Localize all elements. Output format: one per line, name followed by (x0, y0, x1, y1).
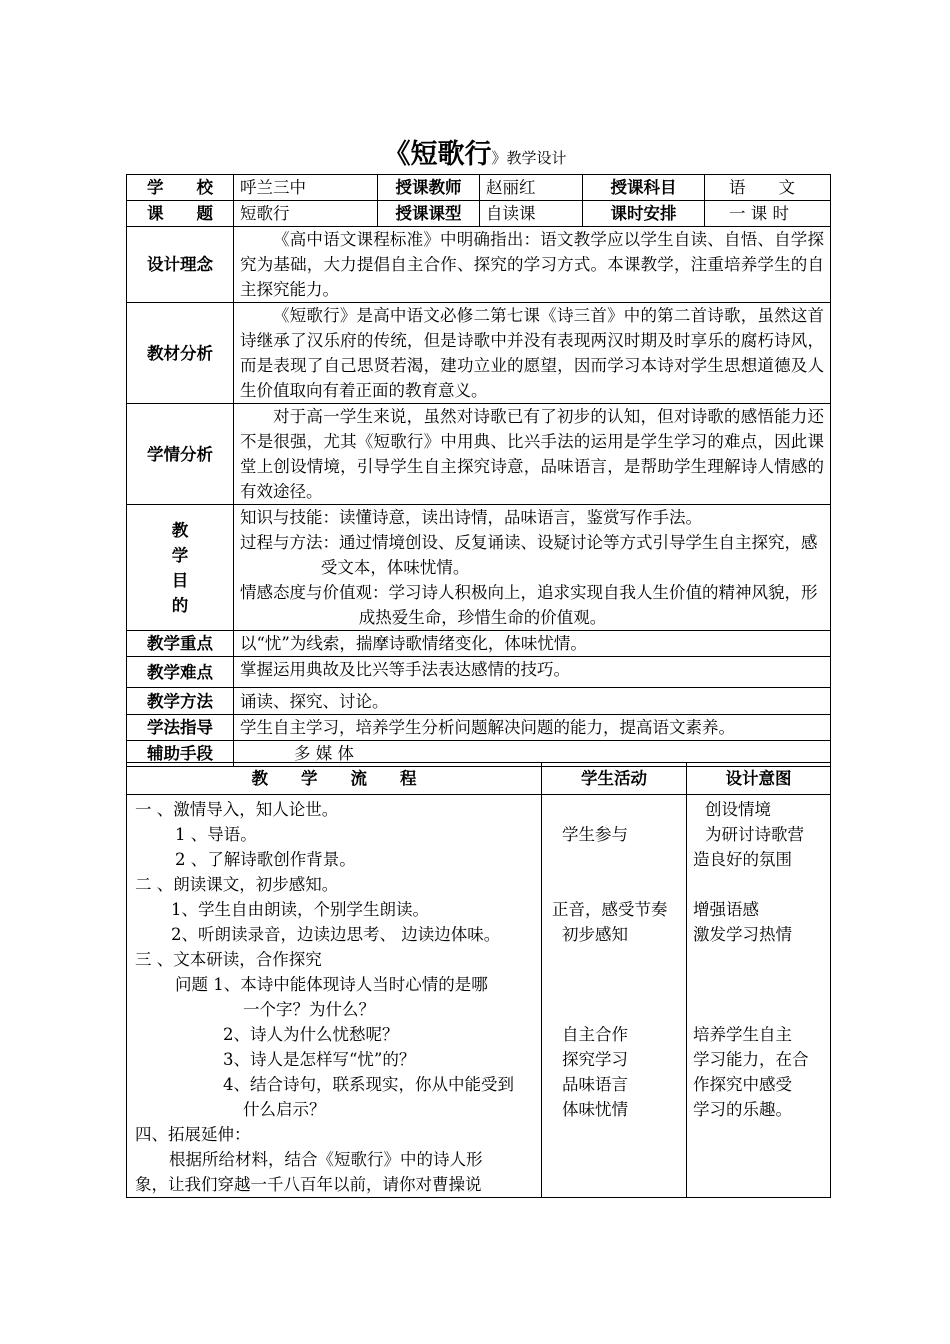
title-suffix: 》教学设计 (491, 149, 567, 167)
flow-header-intent: 设计意图 (687, 763, 831, 795)
student-activity: 品味语言 (562, 1075, 628, 1094)
design-intent: 学习的乐趣。 (693, 1100, 792, 1119)
difficulty-text: 掌握运用典故及比兴等手法表达感情的技巧。 (234, 657, 831, 688)
flow-step: 2 、了解诗歌创作背景。 (175, 850, 356, 869)
goals-label (127, 505, 234, 631)
flow-step: 4、结合诗句，联系现实，你从中能受到 (223, 1075, 514, 1094)
student-activity: 初步感知 (562, 925, 628, 944)
design-intent: 创设情境 (705, 800, 771, 819)
flow-step: 3、诗人是怎样写“忧”的？ (223, 1050, 416, 1069)
design-intent: 为研讨诗歌营 (705, 825, 804, 844)
flow-step: 一个字？为什么？ (243, 1000, 375, 1019)
topic-value: 短歌行 (234, 201, 378, 227)
lesson-type-value: 自读课 (480, 201, 583, 227)
student-activity: 学生参与 (562, 825, 628, 844)
title-main: 《短歌行 (383, 139, 492, 170)
goals-label-char: 教 (171, 520, 189, 540)
flow-step: 二 、朗读课文，初步感知。 (135, 875, 339, 894)
teacher-label: 授课教师 (378, 175, 480, 201)
flow-intents (687, 795, 831, 1198)
flow-activities (542, 795, 687, 1198)
subject-label: 授课科目 (583, 175, 705, 201)
student-activity: 自主合作 (562, 1025, 628, 1044)
design-intent: 学习能力，在合 (693, 1050, 809, 1069)
goals-label-char: 目 (171, 570, 189, 590)
flow-step: 1 、导语。 (175, 825, 257, 844)
flow-step: 2、听朗读录音，边读边思考、 边读边体味。 (171, 925, 501, 944)
teaching-flow-table (126, 762, 831, 1198)
material-text: 《短歌行》是高中语文必修二第七课《诗三首》中的第二首诗歌，虽然这首诗继承了汉乐府的传统，但是诗歌中并没有表现两汉时期及时享乐的腐朽诗风，而是表现了自己思贤若渴，建功立业的愿望，因而学习本诗对学生思想道德及人生价值取向有着正面的教育意义。 (234, 303, 831, 404)
flow-step: 2、诗人为什么忧愁呢？ (223, 1025, 399, 1044)
student-activity: 体味忧情 (562, 1100, 628, 1119)
school-value: 呼兰三中 (234, 175, 378, 201)
flow-step: 什么启示？ (243, 1100, 326, 1119)
teacher-value: 赵丽红 (480, 175, 583, 201)
flow-header-process: 教 学 流 程 (127, 763, 542, 795)
page-title (0, 132, 950, 171)
lesson-info-table (126, 174, 831, 767)
flow-step: 问题 1、本诗中能体现诗人当时心情的是哪 (175, 975, 488, 994)
subject-value: 语 文 (705, 175, 831, 201)
goals-label-char: 的 (171, 595, 189, 615)
method-label: 教学方法 (127, 688, 234, 715)
flow-steps (127, 795, 542, 1198)
aids-label: 辅助手段 (127, 741, 234, 767)
goal-process: 过程与方法：通过情境创设、反复诵读、设疑讨论等方式引导学生自主探究，感受文本，体味忧情。 (240, 533, 818, 577)
goals-label-char: 学 (171, 545, 189, 565)
student-activity: 探究学习 (562, 1050, 628, 1069)
difficulty-label: 教学难点 (127, 657, 234, 688)
hours-label: 课时安排 (583, 201, 705, 227)
material-label: 教材分析 (127, 303, 234, 404)
learning-guide-label: 学法指导 (127, 715, 234, 741)
flow-step: 象，让我们穿越一千八百年以前，请你对曹操说 (135, 1175, 482, 1194)
aids-text: 多 媒 体 (234, 741, 831, 767)
method-text: 诵读、探究、讨论。 (234, 688, 831, 715)
design-intent: 培养学生自主 (693, 1025, 792, 1044)
flow-step: 四、拓展延伸： (135, 1125, 251, 1144)
flow-header-activity: 学生活动 (542, 763, 687, 795)
goals-text (234, 505, 831, 631)
school-label: 学 校 (127, 175, 234, 201)
focus-label: 教学重点 (127, 631, 234, 657)
design-intent: 造良好的氛围 (693, 850, 792, 869)
concept-text: 《高中语文课程标准》中明确指出：语文教学应以学生自读、自悟、自学探究为基础，大力提倡自主合作、探究的学习方式。本课教学，注重培养学生的自主探究能力。 (234, 227, 831, 303)
hours-value: 一 课 时 (705, 201, 831, 227)
goal-knowledge: 知识与技能：读懂诗意，读出诗情，品味语言，鉴赏写作手法。 (240, 508, 702, 527)
flow-step: 三 、文本研读，合作探究 (135, 950, 322, 969)
topic-label: 课 题 (127, 201, 234, 227)
concept-label: 设计理念 (127, 227, 234, 303)
student-analysis-label: 学情分析 (127, 404, 234, 505)
focus-text: 以“忧”为线索，揣摩诗歌情绪变化，体味忧情。 (234, 631, 831, 657)
lesson-type-label: 授课课型 (378, 201, 480, 227)
design-intent: 增强语感 (693, 900, 759, 919)
flow-step: 1、学生自由朗读，个别学生朗读。 (171, 900, 429, 919)
design-intent: 激发学习热情 (693, 925, 792, 944)
flow-step: 根据所给材料，结合《短歌行》中的诗人形 (169, 1150, 483, 1169)
student-analysis-text: 对于高一学生来说，虽然对诗歌已有了初步的认知，但对诗歌的感悟能力还不是很强，尤其《短歌行》中用典、比兴手法的运用是学生学习的难点，因此课堂上创设情境，引导学生自主探究诗意，品味语言，是帮助学生理解诗人情感的有效途径。 (234, 404, 831, 505)
flow-step: 一 、激情导入，知人论世。 (135, 800, 339, 819)
student-activity: 正音，感受节奏 (552, 900, 668, 919)
learning-guide-text: 学生自主学习，培养学生分析问题解决问题的能力，提高语文素养。 (234, 715, 831, 741)
design-intent: 作探究中感受 (693, 1075, 792, 1094)
goal-emotion: 情感态度与价值观：学习诗人积极向上，追求实现自我人生价值的精神风貌，形成热爱生命，珍惜生命的价值观。 (240, 583, 818, 627)
